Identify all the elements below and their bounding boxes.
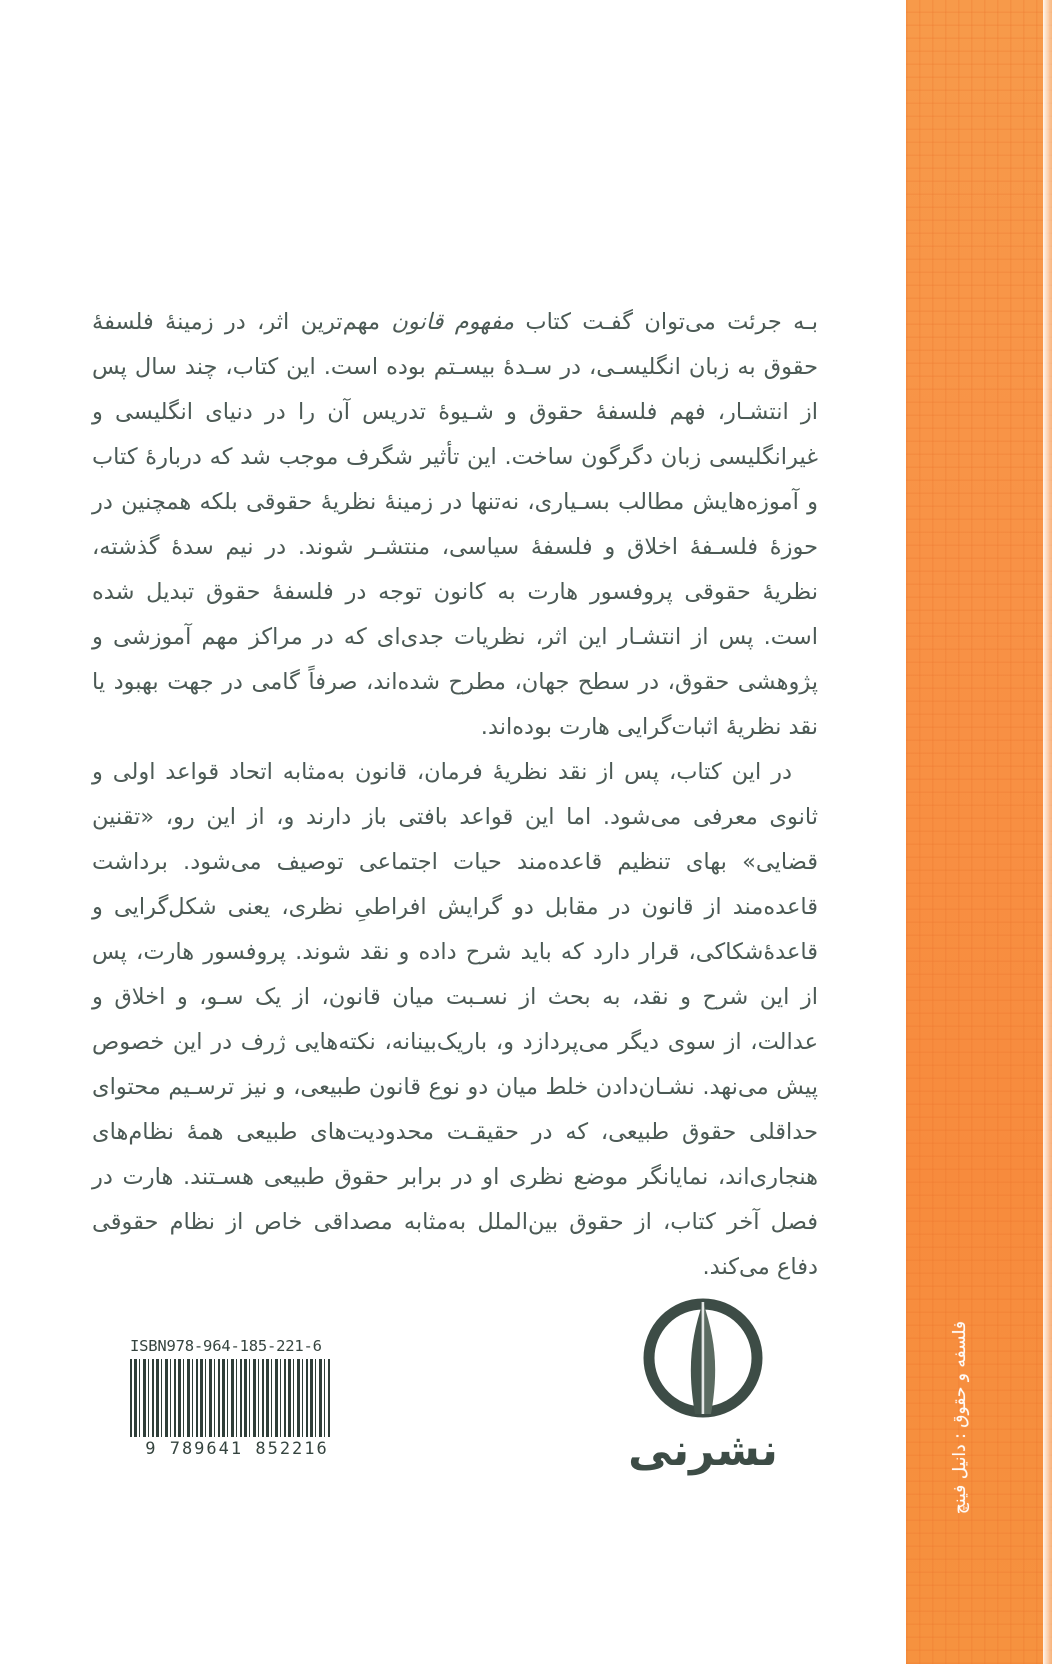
isbn-number: 978-964-185-221-6: [166, 1337, 322, 1355]
leaf-in-circle-icon: [618, 1292, 788, 1424]
isbn-text: [124, 1337, 344, 1355]
publisher-name: نشرنی: [628, 1424, 778, 1476]
spine-text: فلسفه و حقوق : دانیل فینچ: [950, 1320, 970, 1514]
blurb-paragraph: [92, 750, 818, 1290]
back-cover-blurb: [92, 300, 818, 1290]
barcode-digits: 9 789641 852216: [145, 1439, 329, 1459]
blurb-text: در این کتاب، پس از نقد نظریهٔ فرمان، قانون به‌مثابه اتحاد قواعد اولی و ثانوی معرفی می‌شود. اما این قواعد بافتی باز دارند و، از این رو، «تقنین قضایی» بهای تنظیم قاعده‌مند حیات اجتماعی توصیف می‌شود. برداشت قاعده‌مند از قانون در مقابل دو گرایش افراطیِ نظری، یعنی شکل‌گرایی و قاعدهٔ‌شکاکی، قرار دارد که باید شرح داده و نقد شوند. پروفسور هارت، پس از این شرح و نقد، به بحث از نسـبت میان قانون، از یک سـو، و اخلاق و عدالت، از سوی دیگر می‌پردازد و، باریک‌بینانه، نکته‌هایی ژرف در این خصوص پیش می‌نهد. نشـان‌دادن خلط میان دو نوع قانون طبیعی، و نیز ترسـیم محتوای حداقلی حقوق طبیعی، که در حقیقـت محدودیت‌های طبیعی همهٔ نظام‌های هنجاری‌اند، نمایانگر موضع نظری او در برابر حقوق طبیعی هسـتند. هارت در فصل آخر کتاب، از حقوق بین‌الملل به‌مثابه مصداقی خاص از نظام حقوقی دفاع می‌کند.: [92, 759, 818, 1280]
barcode-image: [130, 1359, 330, 1437]
isbn-barcode-block: [124, 1337, 344, 1459]
blurb-text: مهم‌ترین اثر، در زمینهٔ فلسفهٔ حقوق به زبان انگلیسـی، در سـدهٔ بیسـتم بوده است. این کتاب، چند سال پس از انتشـار، فهم فلسفهٔ حقوق و شـیوهٔ تدریس آن را در دنیای انگلیسی و غیرانگلیسی زبان دگرگون ساخت. این تأثیر شگرف موجب شد که دربارهٔ کتاب و آموزه‌هایش مطالب بسـیاری، نه‌تنها در زمینهٔ نظریهٔ حقوقی بلکه همچنین در حوزهٔ فلسـفهٔ اخلاق و فلسفهٔ سیاسی، منتشـر شوند. در نیم سدهٔ گذشته، نظریهٔ حقوقی پروفسور هارت به کانون توجه در فلسفهٔ حقوق تبدیل شده است. پس از انتشـار این اثر، نظریات جدی‌ای که در مراکز مهم آموزشی و پژوهشی حقوق، در سطح جهان، مطرح شده‌اند، صرفاً گامی در جهت بهبود یا نقد نظریهٔ اثبات‌گرایی هارت بوده‌اند.: [92, 309, 818, 740]
isbn-label: ISBN: [130, 1337, 167, 1355]
book-spine: [906, 0, 1052, 1664]
book-title-italic: مفهوم قانون: [391, 309, 515, 335]
spine-edge-highlight: [1043, 0, 1052, 1664]
blurb-text: بـه جرئت می‌توان گفـت کتاب: [514, 309, 818, 335]
publisher-block: [618, 1292, 788, 1474]
blurb-paragraph: [92, 300, 818, 750]
